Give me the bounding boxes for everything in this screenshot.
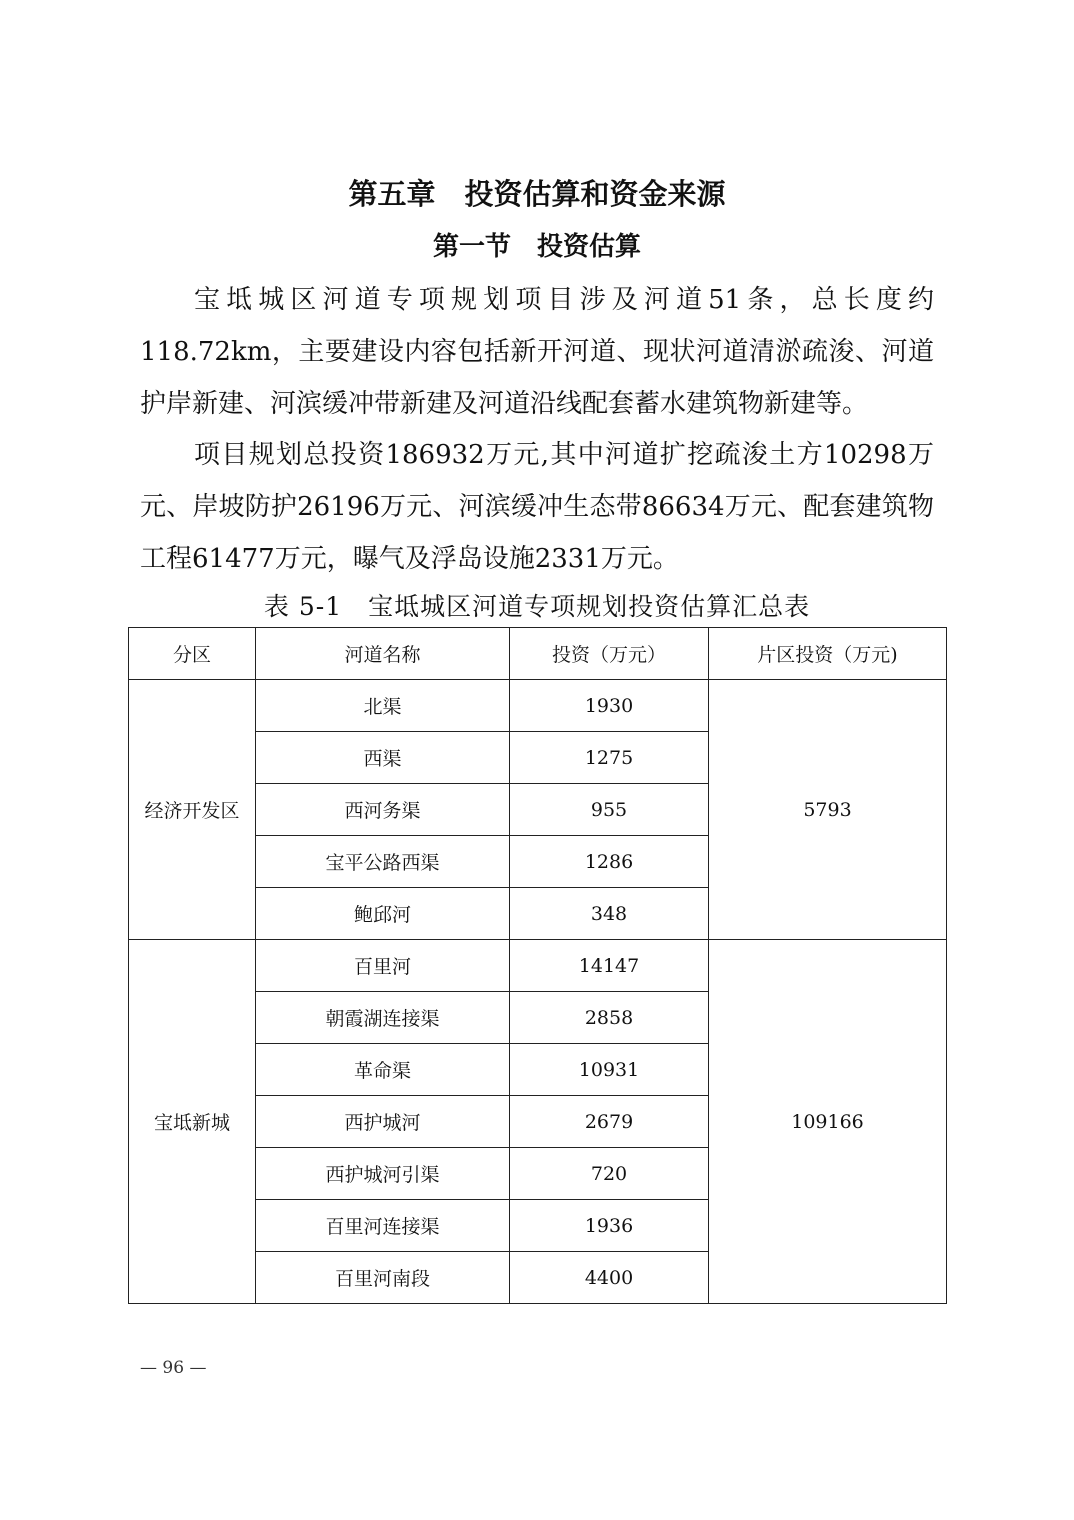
header-investment: 投资（万元） <box>510 628 709 680</box>
investment-cell: 1930 <box>510 680 709 732</box>
river-name-cell: 西护城河引渠 <box>256 1148 510 1200</box>
investment-cell: 348 <box>510 888 709 940</box>
table-header-row <box>129 628 947 680</box>
river-name-cell: 朝霞湖连接渠 <box>256 992 510 1044</box>
section-title: 第一节 投资估算 <box>432 232 641 262</box>
zone-total-cell: 109166 <box>709 940 947 1304</box>
investment-cell: 14147 <box>510 940 709 992</box>
river-name-cell: 百里河 <box>256 940 510 992</box>
river-name-cell: 百里河连接渠 <box>256 1200 510 1252</box>
investment-cell: 720 <box>510 1148 709 1200</box>
investment-cell: 10931 <box>510 1044 709 1096</box>
header-river-name: 河道名称 <box>256 628 510 680</box>
chapter-title: 第五章 投资估算和资金来源 <box>348 177 726 211</box>
header-zone-investment: 片区投资（万元) <box>709 628 947 680</box>
paragraph-project-scope: 宝坻城区河道专项规划项目涉及河道51条，总长度约118.72km，主要建设内容包括新开河道、现状河道清淤疏浚、河道护岸新建、河滨缓冲带新建及河道沿线配套蓄水建筑物新建等。 <box>140 285 934 419</box>
river-name-cell: 北渠 <box>256 680 510 732</box>
zone-cell: 宝坻新城 <box>129 940 256 1304</box>
investment-cell: 1936 <box>510 1200 709 1252</box>
page-number: — 96 — <box>140 1358 207 1378</box>
investment-cell: 2858 <box>510 992 709 1044</box>
zone-total-cell: 5793 <box>709 680 947 940</box>
river-name-cell: 西河务渠 <box>256 784 510 836</box>
paragraph-total-investment: 项目规划总投资186932万元,其中河道扩挖疏浚土方10298万元、岸坡防护26196万元、河滨缓冲生态带86634万元、配套建筑物工程61477万元，曝气及浮岛设施2331万元。 <box>140 440 934 574</box>
investment-cell: 1286 <box>510 836 709 888</box>
river-name-cell: 宝平公路西渠 <box>256 836 510 888</box>
investment-cell: 1275 <box>510 732 709 784</box>
river-name-cell: 革命渠 <box>256 1044 510 1096</box>
table-row <box>129 680 947 732</box>
investment-cell: 4400 <box>510 1252 709 1304</box>
investment-cell: 955 <box>510 784 709 836</box>
header-zone: 分区 <box>129 628 256 680</box>
river-name-cell: 鲍邱河 <box>256 888 510 940</box>
table-row <box>129 940 947 992</box>
table-caption: 表 5-1 宝坻城区河道专项规划投资估算汇总表 <box>263 592 811 621</box>
river-name-cell: 西渠 <box>256 732 510 784</box>
zone-cell: 经济开发区 <box>129 680 256 940</box>
river-name-cell: 西护城河 <box>256 1096 510 1148</box>
river-name-cell: 百里河南段 <box>256 1252 510 1304</box>
investment-cell: 2679 <box>510 1096 709 1148</box>
investment-summary-table <box>128 627 947 1304</box>
